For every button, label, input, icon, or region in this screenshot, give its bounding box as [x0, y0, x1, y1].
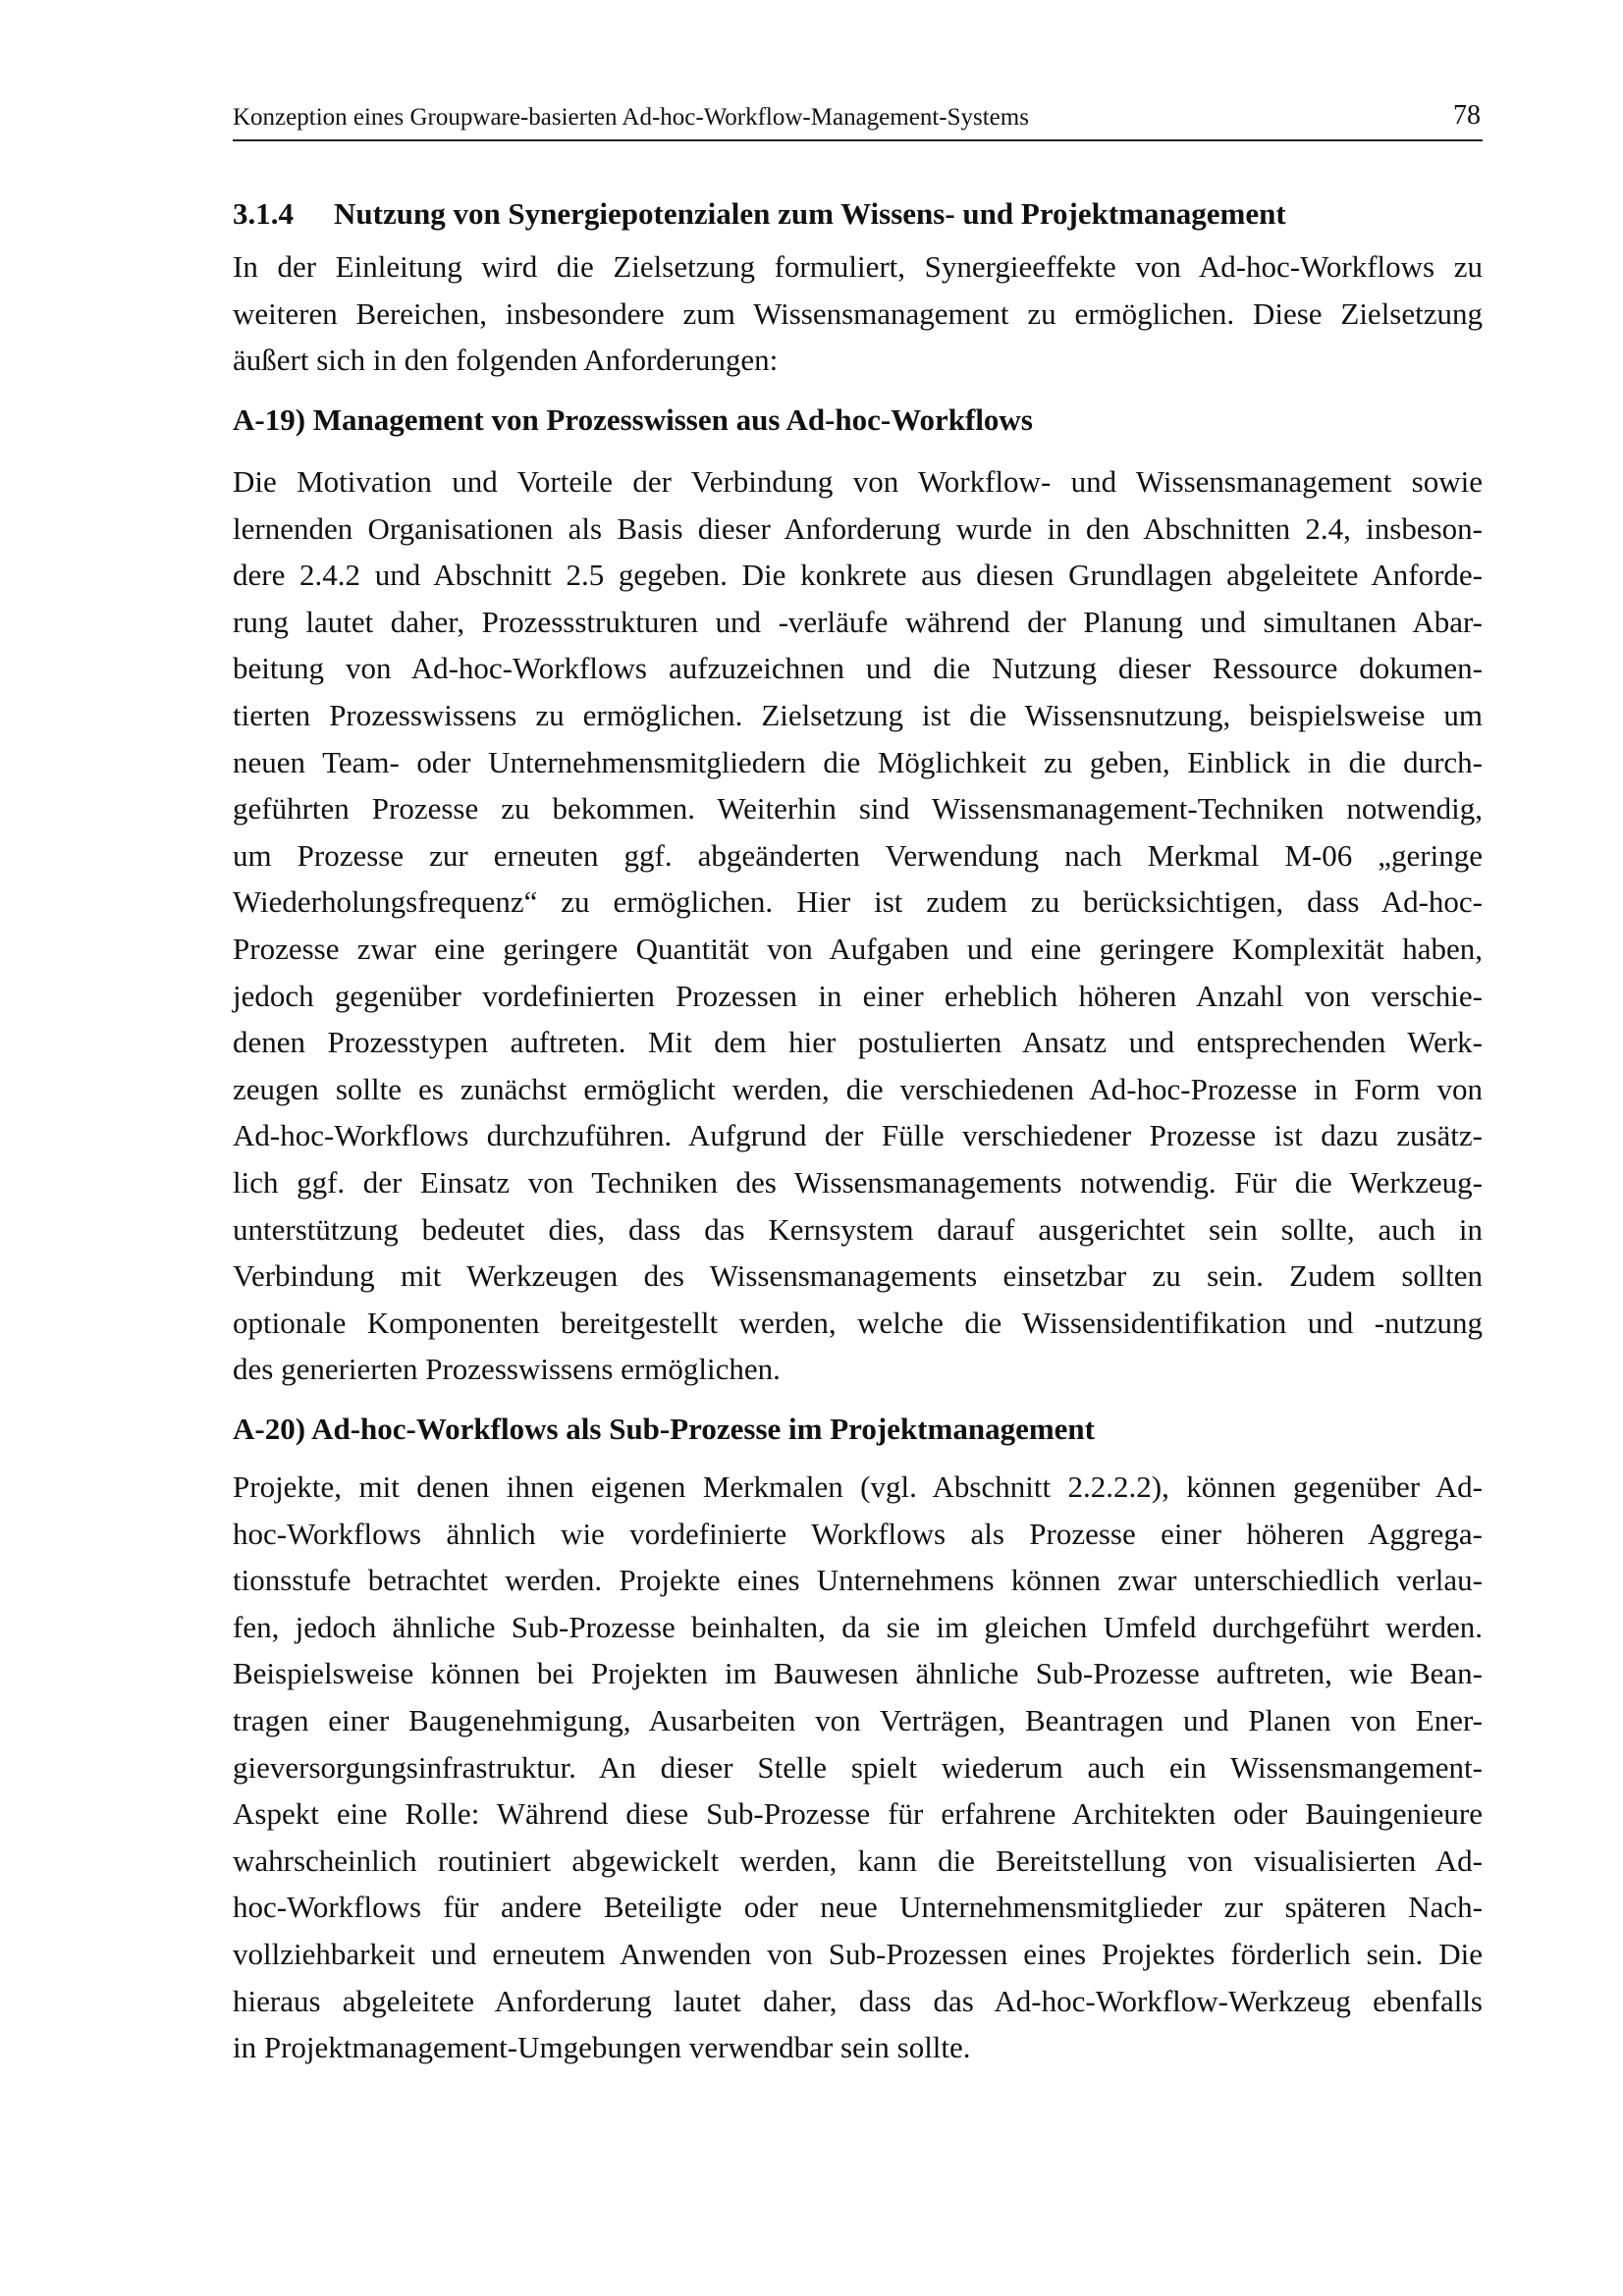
text-line: lernenden Organisationen als Basis dieser Anforderung wurde in den Abschnitten 2.4, insbeson-: [233, 510, 1483, 546]
header-title: Konzeption eines Groupware-basierten Ad-hoc-Workflow-Management-Systems: [233, 104, 1029, 131]
text-line: In der Einleitung wird die Zielsetzung formuliert, Synergieeffekte von Ad-hoc-Workflows zu: [233, 249, 1483, 284]
paragraph: [233, 243, 1483, 384]
section-number: 3.1.4: [233, 196, 294, 231]
text-line: jedoch gegenüber vordefinierten Prozessen in einer erheblich höheren Anzahl von verschie-: [233, 978, 1483, 1013]
text-line: Ad-hoc-Workflows durchzuführen. Aufgrund der Fülle verschiedener Prozesse ist dazu zusätz-: [233, 1118, 1483, 1153]
text-line: Projekte, mit denen ihnen eigenen Merkmalen (vgl. Abschnitt 2.2.2.2), können gegenüber Ad-: [233, 1469, 1483, 1504]
text-line: Beispielsweise können bei Projekten im Bauwesen ähnliche Sub-Prozesse auftreten, wie Bean-: [233, 1656, 1483, 1691]
text-line: tierten Prozesswissens zu ermöglichen. Zielsetzung ist die Wissensnutzung, beispielsweise um: [233, 697, 1483, 732]
section-heading: [233, 190, 1483, 238]
text-line: neuen Team- oder Unternehmensmitgliedern die Möglichkeit zu geben, Einblick in die durch-: [233, 744, 1483, 779]
text-line: Wiederholungsfrequenz“ zu ermöglichen. Hier ist zudem zu berücksichtigen, dass Ad-hoc-: [233, 884, 1483, 920]
section-title: Nutzung von Synergiepotenzialen zum Wissens- und Projektmanagement: [334, 196, 1286, 231]
text-line: optionale Komponenten bereitgestellt werden, welche die Wissensidentifikation und -nutzung: [233, 1305, 1483, 1340]
text-line: gieversorgungsinfrastruktur. An dieser Stelle spielt wiederum auch ein Wissensmangement-: [233, 1749, 1483, 1785]
text-line: beitung von Ad-hoc-Workflows aufzuzeichnen und die Nutzung dieser Ressource dokumen-: [233, 651, 1483, 686]
text-line: tragen einer Baugenehmigung, Ausarbeiten von Verträgen, Beantragen und Planen von Ener-: [233, 1702, 1483, 1737]
text-line: tionsstufe betrachtet werden. Projekte eines Unternehmens können zwar unterschiedlich verlau-: [233, 1563, 1483, 1598]
text-line: in Projektmanagement-Umgebungen verwendbar sein sollte.: [233, 2030, 971, 2065]
text-line: Die Motivation und Vorteile der Verbindung von Workflow- und Wissensmanagement sowie: [233, 464, 1483, 499]
requirement-heading-a19: A-19) Management von Prozesswissen aus Ad-hoc-Workflows: [233, 402, 1033, 437]
text-line: um Prozesse zur erneuten ggf. abgeänderten Verwendung nach Merkmal M-06 „geringe: [233, 837, 1483, 873]
text-line: hoc-Workflows für andere Beteiligte oder neue Unternehmensmitglieder zur späteren Nach-: [233, 1890, 1483, 1925]
text-line: zeugen sollte es zunächst ermöglicht werden, die verschiedenen Ad-hoc-Prozesse in Form von: [233, 1071, 1483, 1106]
text-line: dere 2.4.2 und Abschnitt 2.5 gegeben. Die konkrete aus diesen Grundlagen abgeleitete Anforde-: [233, 558, 1483, 593]
text-line: lich ggf. der Einsatz von Techniken des Wissensmanagements notwendig. Für die Werkzeug-: [233, 1164, 1483, 1200]
text-line: hoc-Workflows ähnlich wie vordefinierte Workflows als Prozesse einer höheren Aggrega-: [233, 1516, 1483, 1551]
text-line: weiteren Bereichen, insbesondere zum Wissensmanagement zu ermöglichen. Diese Zielsetzung: [233, 295, 1483, 331]
header-rule: [233, 139, 1483, 141]
text-line: Aspekt eine Rolle: Während diese Sub-Prozesse für erfahrene Architekten oder Bauingenieure: [233, 1796, 1483, 1832]
text-line: vollziehbarkeit und erneutem Anwenden von Sub-Prozessen eines Projektes förderlich sein. Die: [233, 1936, 1483, 1971]
paragraph: [233, 1464, 1483, 2071]
text-line: des generierten Prozesswissens ermöglichen.: [233, 1352, 781, 1387]
text-line: hieraus abgeleitete Anforderung lautet daher, dass das Ad-hoc-Workflow-Werkzeug ebenfalls: [233, 1983, 1483, 2018]
text-line: denen Prozesstypen auftreten. Mit dem hier postulierten Ansatz und entsprechenden Werk-: [233, 1025, 1483, 1060]
running-header: [233, 98, 1483, 137]
text-line: geführten Prozesse zu bekommen. Weiterhin sind Wissensmanagement-Techniken notwendig,: [233, 791, 1483, 827]
text-line: wahrscheinlich routiniert abgewickelt werden, kann die Bereitstellung von visualisierten Ad-: [233, 1842, 1483, 1878]
paragraph: [233, 458, 1483, 1393]
text-line: Prozesse zwar eine geringere Quantität von Aufgaben und eine geringere Komplexität haben,: [233, 931, 1483, 966]
page-number: 78: [1453, 100, 1481, 131]
text-line: fen, jedoch ähnliche Sub-Prozesse beinhalten, da sie im gleichen Umfeld durchgeführt werden.: [233, 1609, 1483, 1644]
requirement-heading-a20: A-20) Ad-hoc-Workflows als Sub-Prozesse im Projektmanagement: [233, 1412, 1095, 1446]
text-line: unterstützung bedeutet dies, dass das Kernsystem darauf ausgerichtet sein sollte, auch in: [233, 1211, 1483, 1247]
text-line: Verbindung mit Werkzeugen des Wissensmanagements einsetzbar zu sein. Zudem sollten: [233, 1258, 1483, 1294]
text-line: äußert sich in den folgenden Anforderungen:: [233, 343, 779, 378]
text-line: rung lautet daher, Prozessstrukturen und -verläufe während der Planung und simultanen Abar-: [233, 604, 1483, 639]
